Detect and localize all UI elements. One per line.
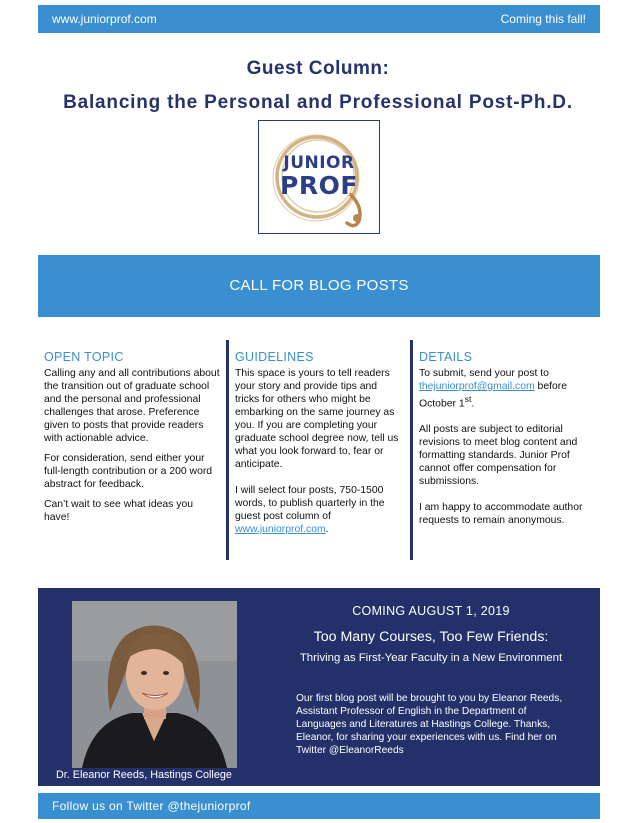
top-banner bbox=[38, 5, 600, 33]
details-heading: DETAILS bbox=[419, 350, 473, 364]
open-topic-p3: Can’t wait to see what ideas you have! bbox=[44, 499, 194, 523]
open-topic-heading: OPEN TOPIC bbox=[44, 350, 124, 364]
juniorprof-link[interactable]: www.juniorprof.com bbox=[235, 524, 326, 535]
details-column bbox=[410, 340, 600, 560]
page-title-line1: Guest Column: bbox=[246, 58, 390, 79]
junior-prof-logo bbox=[258, 120, 380, 234]
featured-post-panel bbox=[38, 588, 600, 786]
open-topic-p2: For consideration, send either your full-length contribution or a 200 word abstract for feedback. bbox=[44, 453, 213, 490]
details-p1 bbox=[419, 367, 600, 410]
coming-date: COMING AUGUST 1, 2019 bbox=[352, 604, 510, 618]
details-p2: All posts are subject to editorial revisions to meet blog content and formatting standards. Junior Prof cannot offer compensation for submissions. bbox=[419, 424, 578, 488]
details-p3: I am happy to accommodate author requests to remain anonymous. bbox=[419, 502, 583, 527]
details-p1-end: . bbox=[471, 398, 475, 410]
post-title: Too Many Courses, Too Few Friends: bbox=[313, 629, 549, 645]
coming-this-fall: Coming this fall! bbox=[500, 12, 586, 26]
portrait-icon bbox=[72, 601, 237, 768]
guidelines-p2 bbox=[235, 484, 404, 536]
author-photo bbox=[72, 601, 237, 768]
page-title-line2: Balancing the Personal and Professional Post-Ph.D. bbox=[63, 92, 573, 113]
guidelines-p1: This space is yours to tell readers your story and provide tips and tricks for others who might be embarking on the same journey as you. If you are completing your graduate school degree now, tell us what you look forward to, fear or anticipate. bbox=[235, 368, 399, 470]
post-description: Our first blog post will be brought to you by Eleanor Reeds, Assistant Professor of English in the Department of Languages and Literatures at Hastings College. Thanks, Eleanor, for sharing your experiences with us. Find her on Twitter @EleanorReeds bbox=[296, 693, 563, 756]
details-p1-sup: st bbox=[464, 394, 472, 404]
guidelines-column bbox=[226, 340, 404, 560]
details-p1-mid: before October 1 bbox=[419, 381, 568, 410]
open-topic-column bbox=[44, 340, 220, 531]
post-subtitle: Thriving as First-Year Faculty in a New Environment bbox=[299, 652, 563, 664]
call-for-posts-banner: CALL FOR BLOG POSTS bbox=[38, 255, 600, 317]
guidelines-p2-text: I will select four posts, 750-1500 words, to publish quarterly in the guest post column of bbox=[235, 485, 385, 522]
site-url[interactable]: www.juniorprof.com bbox=[52, 12, 157, 26]
guidelines-heading: GUIDELINES bbox=[235, 350, 314, 364]
email-link[interactable]: thejuniorprof@gmail.com bbox=[419, 381, 535, 392]
logo-text-prof: PROF bbox=[280, 171, 358, 200]
photo-caption: Dr. Eleanor Reeds, Hastings College bbox=[56, 769, 232, 781]
open-topic-p1: Calling any and all contributions about the transition out of graduate school and the personal and professional challenges that arose. Preference given to posts that provide readers with actionable advice. bbox=[44, 368, 220, 444]
logo-text-junior: JUNIOR bbox=[283, 153, 355, 173]
twitter-footer[interactable]: Follow us on Twitter @thejuniorprof bbox=[38, 793, 600, 819]
guidelines-p2-end: . bbox=[325, 524, 329, 535]
details-p1-text: To submit, send your post to bbox=[419, 368, 549, 379]
